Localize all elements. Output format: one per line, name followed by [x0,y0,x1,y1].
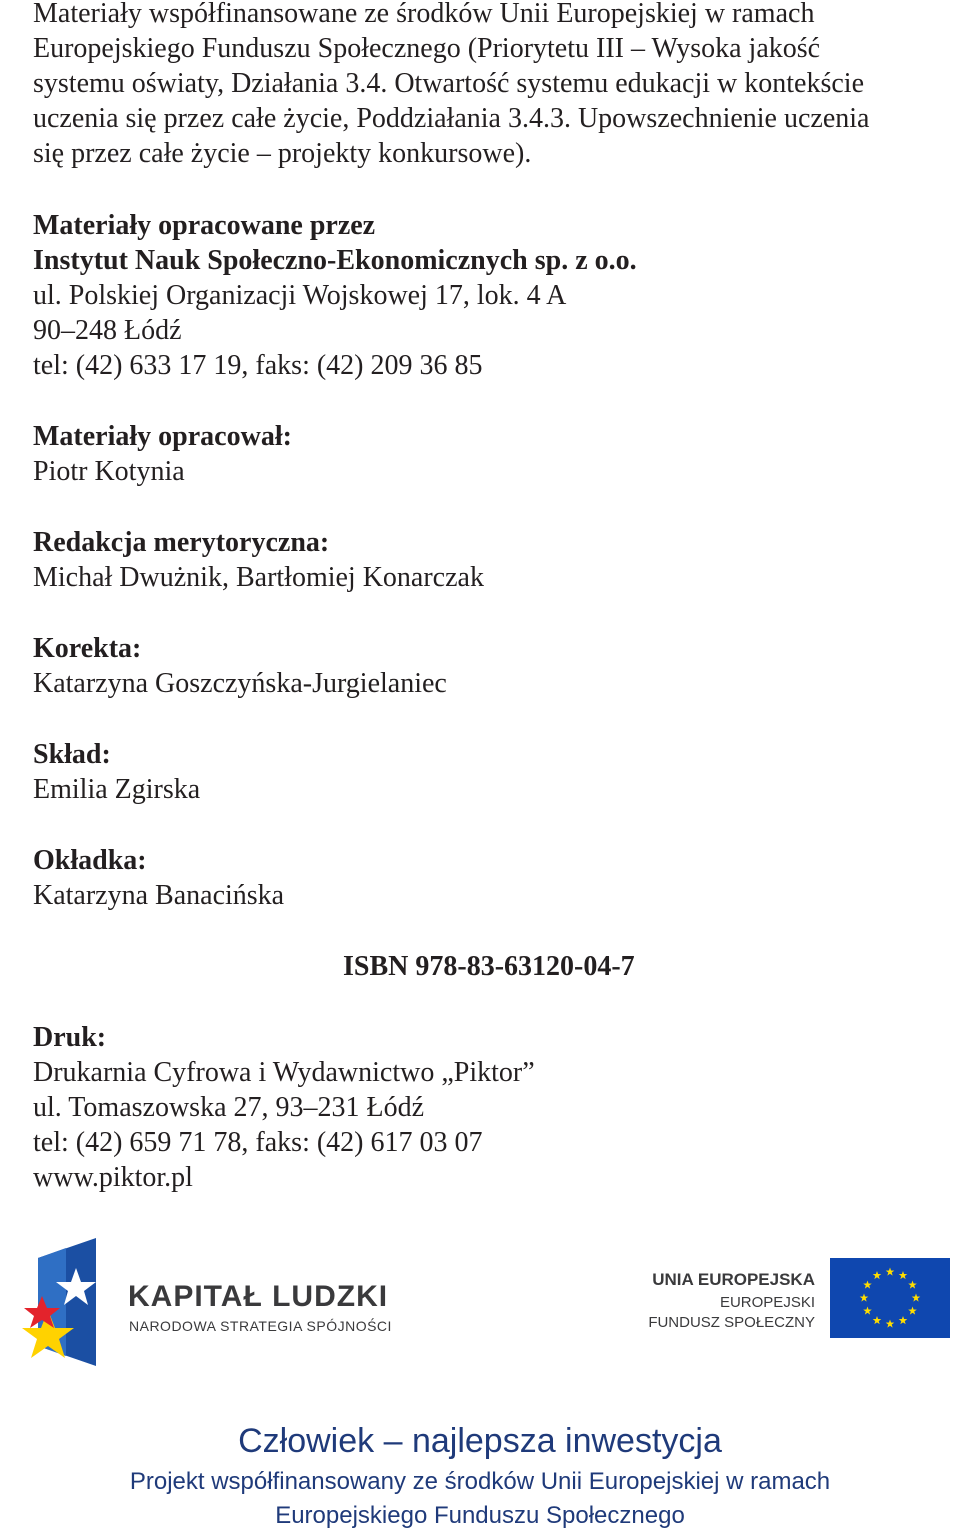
publisher-name: Instytut Nauk Społeczno-Ekonomicznych sp. z o.o. [33,245,637,276]
intro-line: się przez całe życie – projekty konkursowe). [33,138,532,169]
kapital-ludzki-title: KAPITAŁ LUDZKI [128,1280,389,1313]
intro-line: Europejskiego Funduszu Społecznego (Priorytetu III – Wysoka jakość [33,33,821,64]
intro-line: uczenia się przez całe życie, Poddziałania 3.4.3. Upowszechnienie uczenia [33,103,870,134]
credit-label: Korekta: [33,633,142,664]
publisher-heading: Materiały opracowane przez [33,210,376,241]
credit-value: Katarzyna Goszczyńska-Jurgielaniec [33,668,447,699]
intro-line: Materiały współfinansowane ze środków Unii Europejskiej w ramach [33,0,815,29]
eu-fund-logo [640,1258,960,1338]
printer-contact: tel: (42) 659 71 78, faks: (42) 617 03 07 [33,1127,483,1158]
publisher-address: ul. Polskiej Organizacji Wojskowej 17, lok. 4 A [33,280,567,311]
credit-label: Materiały opracował: [33,421,292,452]
kapital-ludzki-emblem-icon [18,1238,108,1368]
credit-value: Emilia Zgirska [33,774,201,805]
printer-address: ul. Tomaszowska 27, 93–231 Łódź [33,1092,425,1123]
printer-website: www.piktor.pl [33,1162,193,1193]
credit-label: Skład: [33,739,111,770]
publisher-city: 90–248 Łódź [33,315,182,346]
publisher-contact: tel: (42) 633 17 19, faks: (42) 209 36 85 [33,350,483,381]
print-label: Druk: [33,1022,107,1053]
footer-line: Projekt współfinansowany ze środków Unii Europejskiej w ramach [129,1468,831,1495]
eu-fund-line2: FUNDUSZ SPOŁECZNY [648,1314,815,1331]
isbn: ISBN 978-83-63120-04-7 [343,951,635,982]
credit-label: Okładka: [33,845,147,876]
credit-value: Piotr Kotynia [33,456,185,487]
intro-line: systemu oświaty, Działania 3.4. Otwartość systemu edukacji w kontekście [33,68,864,99]
credit-value: Katarzyna Banacińska [33,880,285,911]
footer-slogan: Człowiek – najlepsza inwestycja [238,1422,722,1460]
eu-title: UNIA EUROPEJSKA [652,1270,815,1289]
eu-flag-icon [830,1258,950,1338]
kapital-ludzki-subtitle: NARODOWA STRATEGIA SPÓJNOŚCI [129,1318,392,1334]
footer-line: Europejskiego Funduszu Społecznego [275,1502,685,1529]
credit-label: Redakcja merytoryczna: [33,527,330,558]
eu-fund-line1: EUROPEJSKI [719,1294,815,1311]
kapital-ludzki-logo [18,1238,418,1368]
printer-name: Drukarnia Cyfrowa i Wydawnictwo „Piktor” [33,1057,535,1088]
credit-value: Michał Dwużnik, Bartłomiej Konarczak [33,562,484,593]
